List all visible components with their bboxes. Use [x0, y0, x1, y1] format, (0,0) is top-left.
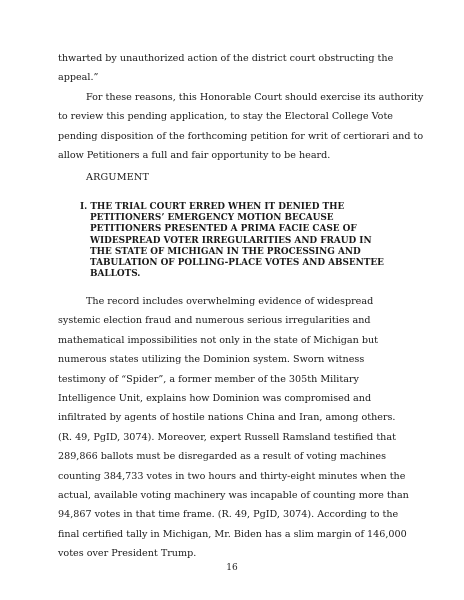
body-paragraph: [58, 292, 418, 563]
continued-quote-paragraph: [58, 49, 418, 88]
paragraph-line: appeal.”: [58, 72, 99, 84]
section-heading-argument: ARGUMENT: [86, 172, 150, 183]
paragraph-line: 289,866 ballots must be disregarded as a result of voting machines: [58, 451, 387, 463]
paragraph-line: 94,867 votes in that time frame. (R. 49, PgID, 3074). According to the: [58, 509, 399, 521]
paragraph-line: For these reasons, this Honorable Court should exercise its authority: [86, 92, 424, 103]
point-heading-line: WIDESPREAD VOTER IRREGULARITIES AND FRAUD IN: [90, 235, 372, 246]
point-heading-line: TABULATION OF POLLING-PLACE VOTES AND ABSENTEE: [90, 257, 384, 268]
paragraph-line: infiltrated by agents of hostile nations China and Iran, among others.: [58, 412, 396, 424]
paragraph-line: Intelligence Unit, explains how Dominion was compromised and: [58, 392, 372, 404]
paragraph-line: pending disposition of the forthcoming petition for writ of certiorari and to: [58, 130, 424, 142]
paragraph-line: systemic election fraud and numerous serious irregularities and: [58, 315, 371, 327]
paragraph-line: numerous states utilizing the Dominion system. Sworn witness: [58, 354, 365, 366]
point-heading-line: THE STATE OF MICHIGAN IN THE PROCESSING AND: [90, 246, 361, 257]
paragraph-line: The record includes overwhelming evidence of widespread: [86, 296, 374, 307]
paragraph-line: actual, available voting machinery was incapable of counting more than: [58, 489, 409, 501]
paragraph-line: allow Petitioners a full and fair opportunity to be heard.: [58, 150, 331, 162]
paragraph-line: votes over President Trump.: [58, 548, 197, 560]
paragraph-line: counting 384,733 votes in two hours and thirty-eight minutes when the: [58, 470, 406, 482]
paragraph-line: final certified tally in Michigan, Mr. Biden has a slim margin of 146,000: [58, 528, 407, 540]
paragraph-line: (R. 49, PgID, 3074). Moreover, expert Russell Ramsland testified that: [58, 431, 396, 443]
paragraph-line: thwarted by unauthorized action of the district court obstructing the: [58, 53, 394, 64]
paragraph-line: mathematical impossibilities not only in the state of Michigan but: [58, 334, 379, 346]
paragraph-line: testimony of “Spider”, a former member of the 305th Military: [58, 373, 359, 385]
paragraph-line: to review this pending application, to stay the Electoral College Vote: [58, 111, 393, 123]
point-heading-line: I. THE TRIAL COURT ERRED WHEN IT DENIED THE: [80, 202, 345, 212]
point-heading-line: PETITIONERS’ EMERGENCY MOTION BECAUSE: [90, 213, 334, 224]
point-heading: [80, 202, 420, 280]
relief-paragraph: [58, 88, 424, 166]
point-heading-line: BALLOTS.: [90, 269, 141, 280]
point-heading-line: PETITIONERS PRESENTED A PRIMA FACIE CASE OF: [90, 224, 357, 235]
page-number: 16: [226, 563, 238, 573]
